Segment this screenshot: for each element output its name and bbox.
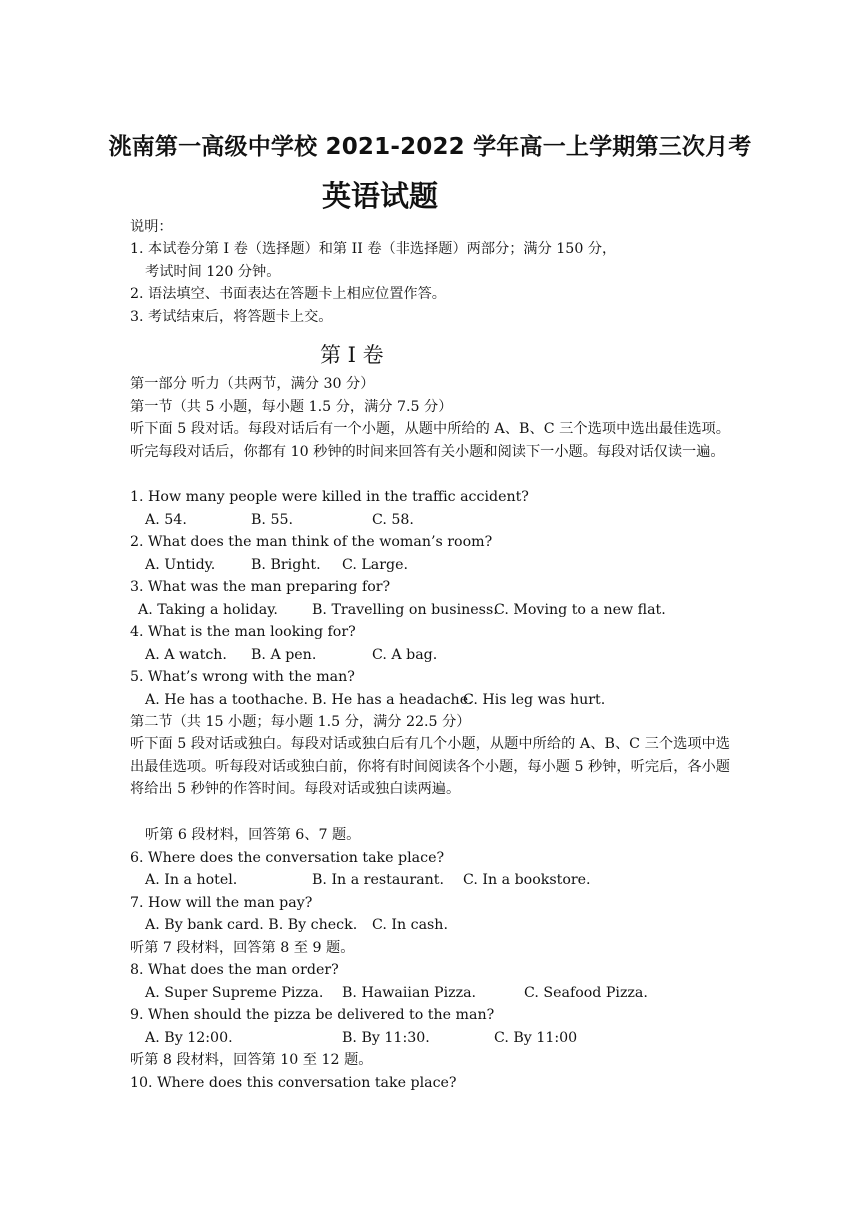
question-5: 5. What’s wrong with the man?	[130, 669, 355, 685]
q8-option-b: B. Hawaiian Pizza.	[342, 985, 477, 1001]
note-item-3: 3. 考试结束后，将答题卡上交。	[130, 309, 333, 325]
notes-heading: 说明：	[130, 219, 173, 235]
question-4: 4. What is the man looking for?	[130, 624, 356, 640]
material-6: 听第 6 段材料，回答第 6、7 题。	[145, 827, 361, 843]
q8-option-c: C. Seafood Pizza.	[524, 985, 648, 1001]
question-9: 9. When should the pizza be delivered to the man?	[130, 1007, 495, 1023]
q5-option-a: A. He has a toothache.	[145, 692, 308, 708]
note-item-1-cont: 考试时间 120 分钟。	[145, 264, 281, 280]
q3-option-c: C. Moving to a new flat.	[494, 602, 666, 618]
question-8: 8. What does the man order?	[130, 962, 339, 978]
q1-option-c: C. 58.	[372, 512, 414, 528]
q7-option-c: C. In cash.	[372, 917, 448, 933]
q6-option-a: A. In a hotel.	[145, 872, 238, 888]
question-6: 6. Where does the conversation take place?	[130, 850, 445, 866]
q6-option-c: C. In a bookstore.	[463, 872, 591, 888]
q5-option-b: B. He has a headache.	[312, 692, 473, 708]
q1-option-a: A. 54.	[145, 512, 187, 528]
volume-title: 第 I 卷	[320, 343, 384, 367]
q1-option-b: B. 55.	[251, 512, 294, 528]
q2-option-a: A. Untidy.	[145, 557, 216, 573]
q2-option-c: C. Large.	[342, 557, 409, 573]
q3-option-b: B. Travelling on business.	[312, 602, 498, 618]
q9-option-b: B. By 11:30.	[342, 1030, 430, 1046]
question-10: 10. Where does this conversation take place?	[130, 1075, 457, 1091]
q9-option-a: A. By 12:00.	[145, 1030, 233, 1046]
q4-option-b: B. A pen.	[251, 647, 317, 663]
material-8: 听第 8 段材料，回答第 10 至 12 题。	[130, 1052, 373, 1068]
exam-subtitle: 英语试题	[322, 179, 439, 213]
question-2: 2. What does the man think of the woman’s room?	[130, 534, 493, 550]
q8-option-a: A. Super Supreme Pizza.	[145, 985, 324, 1001]
question-3: 3. What was the man preparing for?	[130, 579, 391, 595]
q4-option-c: C. A bag.	[372, 647, 438, 663]
note-item-2: 2. 语法填空、书面表达在答题卡上相应位置作答。	[130, 286, 446, 302]
material-7: 听第 7 段材料，回答第 8 至 9 题。	[130, 940, 355, 956]
exam-title: 洮南第一高级中学校 2021-2022 学年高一上学期第三次月考	[108, 134, 752, 160]
question-7: 7. How will the man pay?	[130, 895, 313, 911]
section2-instructions: 听下面 5 段对话或独白。每段对话或独白后有几个小题，从题中所给的 A、B、C 三个选项中选出最佳选项。听每段对话或独白前，你将有时间阅读各个小题，每小题 5 秒钟，听完后，各小题将给出 5 秒钟的作答时间。每段对话或独白读两遍。	[130, 736, 730, 798]
note-item-1: 1. 本试卷分第 I 卷（选择题）和第 II 卷（非选择题）两部分；满分 150 分，	[130, 241, 617, 257]
q9-option-c: C. By 11:00	[494, 1030, 578, 1046]
q3-option-a: A. Taking a holiday.	[138, 602, 278, 618]
section2-heading: 第二节（共 15 小题；每小题 1.5 分，满分 22.5 分）	[130, 714, 471, 730]
section1-heading: 第一节（共 5 小题，每小题 1.5 分，满分 7.5 分）	[130, 399, 453, 415]
q5-option-c: C. His leg was hurt.	[463, 692, 606, 708]
question-1: 1. How many people were killed in the traffic accident?	[130, 489, 529, 505]
q7-option-ab: A. By bank card. B. By check.	[145, 917, 358, 933]
q4-option-a: A. A watch.	[145, 647, 227, 663]
section1-instructions: 听下面 5 段对话。每段对话后有一个小题，从题中所给的 A、B、C 三个选项中选出最佳选项。听完每段对话后，你都有 10 秒钟的时间来回答有关小题和阅读下一小题。每段对话仅读一遍。	[130, 421, 730, 460]
q6-option-b: B. In a restaurant.	[312, 872, 445, 888]
part1-heading: 第一部分 听力（共两节，满分 30 分）	[130, 376, 375, 392]
q2-option-b: B. Bright.	[251, 557, 321, 573]
